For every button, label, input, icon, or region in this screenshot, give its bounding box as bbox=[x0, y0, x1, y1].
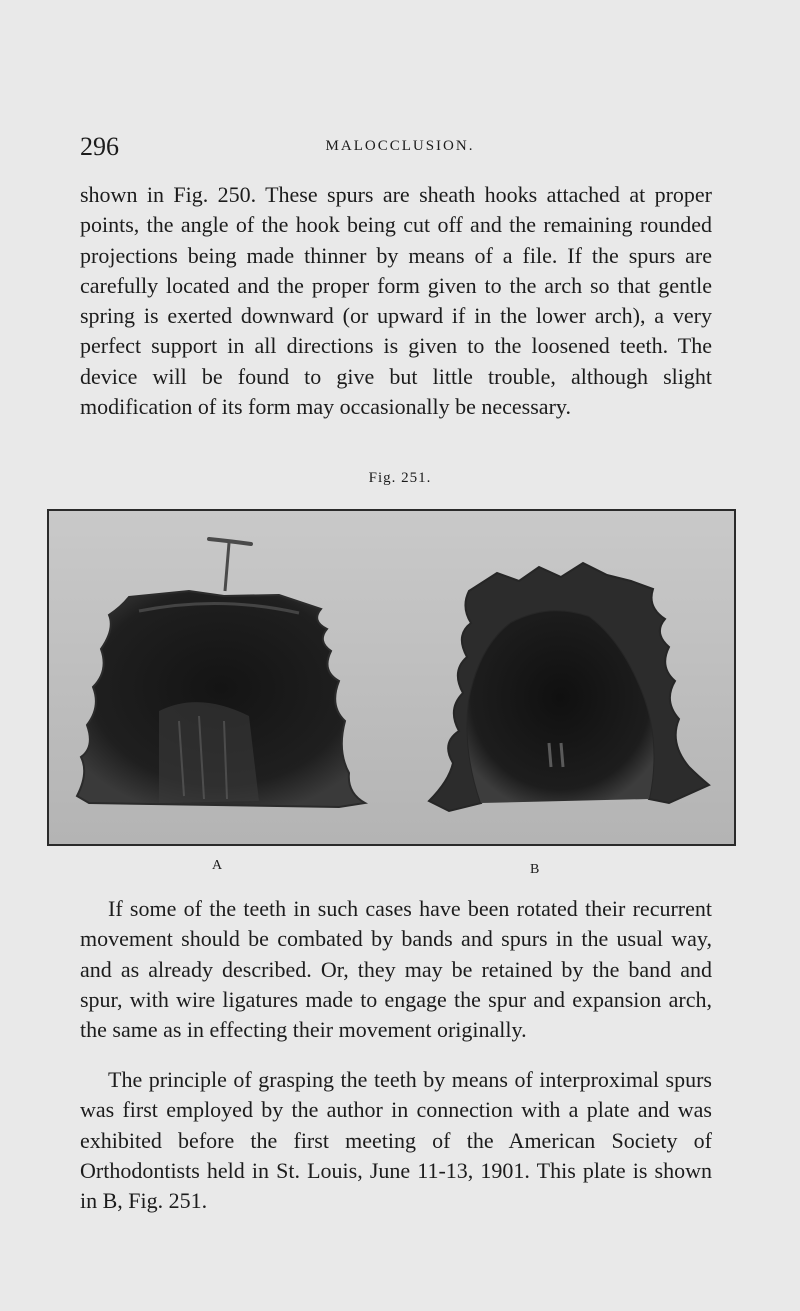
paragraph-2: If some of the teeth in such cases have been rotated their recurrent movement should be combated by bands and spurs in the usual way, and as already described. Or, they may be retained by the band and spur, with wire ligatures made to engage the spur and expansion arch, the same as in effecting their movement originally. bbox=[80, 896, 712, 1043]
page-header bbox=[80, 132, 720, 166]
running-head: MALOCCLUSION. bbox=[325, 138, 475, 154]
paragraph-1: shown in Fig. 250. These spurs are sheath hooks attached at proper points, the angle of the hook being cut off and the remaining rounded projections being made thinner by means of a file. If the spurs are carefully located and the proper form given to the arch so that gentle spring is exerted downward (or upward if in the lower arch), a very perfect support in all directions is given to the loosened teeth. The device will be found to give but little trouble, although slight modification of its form may occasionally be necessary. bbox=[80, 182, 712, 420]
figure-photograph bbox=[47, 509, 736, 846]
figure-label-a: A bbox=[212, 858, 223, 873]
figure-caption: Fig. 251. bbox=[368, 470, 432, 486]
paragraph-3: The principle of grasping the teeth by means of interproximal spurs was first employed by the author in connection with a plate and was exhibited before the first meeting of the American Society of Orthodontists held in St. Louis, June 11-13, 1901. This plate is shown in B, Fig. 251. bbox=[80, 1067, 712, 1214]
figure-label-b: B bbox=[530, 862, 540, 877]
page-number: 296 bbox=[80, 132, 119, 161]
